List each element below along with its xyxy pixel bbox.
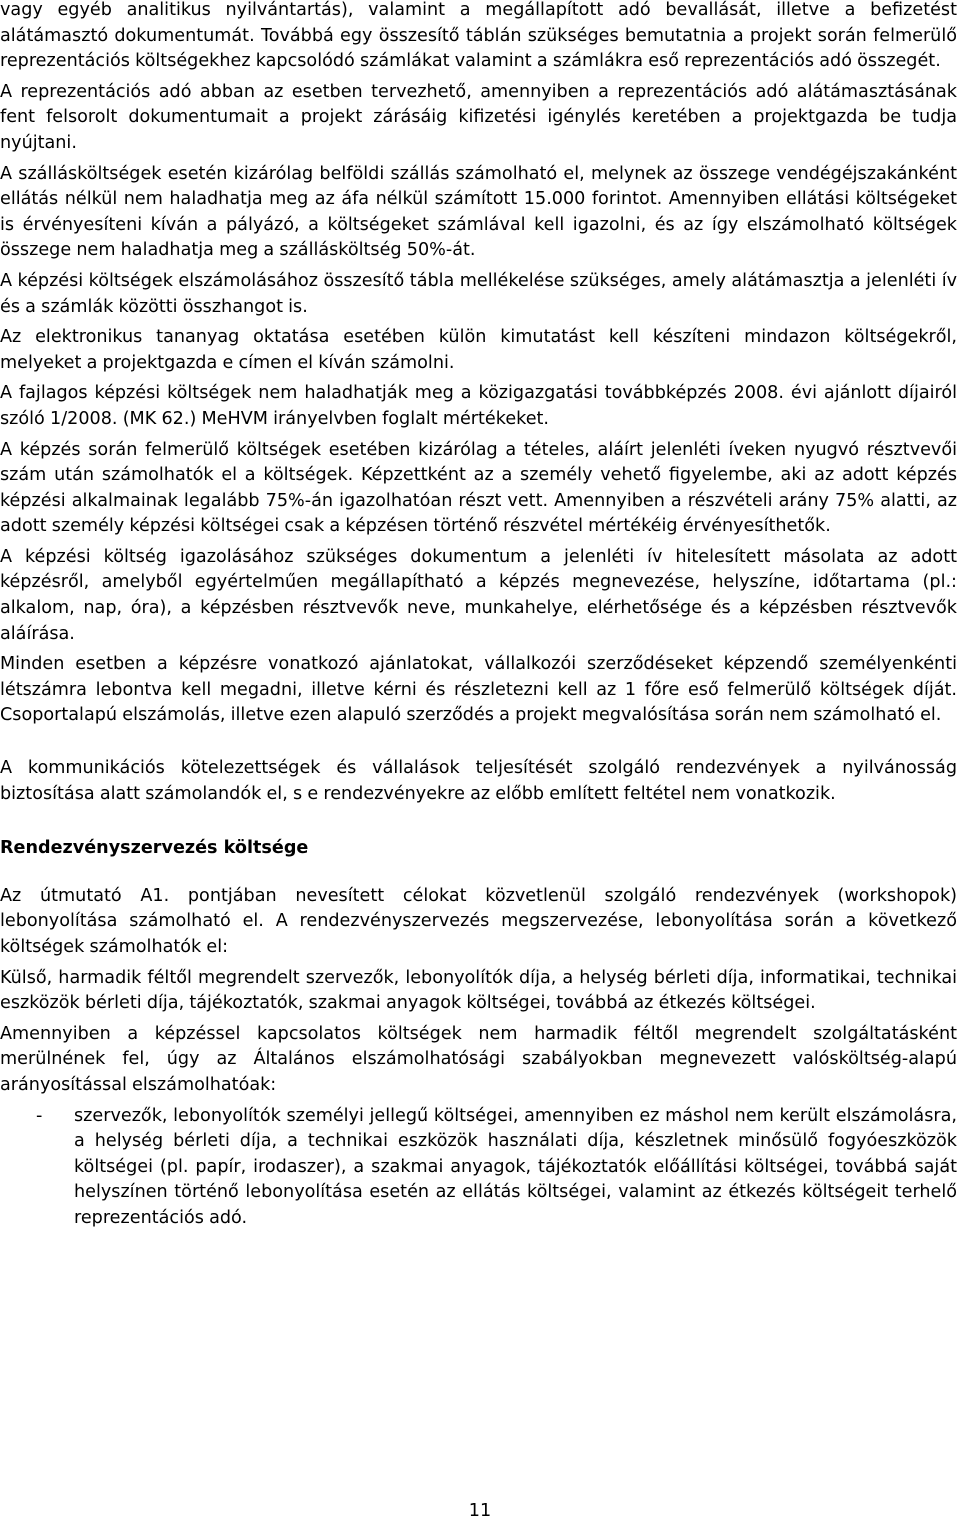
paragraph-external-costs: Külső, harmadik féltől megrendelt szervezők, lebonyolítók díja, a helység bérleti díja, informatikai, technikai eszközök bérleti díja, tájékoztatók, szakmai anyagok költségei, továbbá az étkezés költségei. [0,967,957,1014]
list-item-text: szervezők, lebonyolítók személyi jellegű költségei, amennyiben ez máshol nem került elszámolásra, a helység bérleti díja, a technikai eszközök használati díja, készletnek minősülő fogyóeszközök költségei (pl. papír, irodaszer), a szakmai anyagok, tájékoztatók előállítási költségei, továbbá saját helyszínen történő lebonyolítása esetén az ellátás költségei, valamint az étkezés költségeit terhelő reprezentációs adó. [74,1105,957,1228]
paragraph-training-summary-table: A képzési költségek elszámolásához összesítő tábla mellékelése szükséges, amely alátámasztja a jelenléti ív és a számlák közötti összhangot is. [0,270,957,317]
paragraph-internal-costs: Amennyiben a képzéssel kapcsolatos költségek nem harmadik féltől megrendelt szolgáltatásként merülnének fel, úgy az Általános elszámolhatósági szabályokban megnevezett valósköltség-alapú arányosítással elszámolhatóak: [0,1023,957,1095]
paragraph-accommodation-costs: A szállásköltségek esetén kizárólag belföldi szállás számolható el, melynek az összege vendégéjszakánként ellátás nélkül nem haladhatja meg az áfa nélkül számított 15.000 forintot. Amennyiben ellátási költségeket is érvényesíteni kíván a pályázó, a költségeket számlával kell igazolni, és az így elszámolható költségek összege nem haladhatja meg a szállásköltség 50%-át. [0,163,957,261]
page-number: 11 [468,1501,492,1521]
paragraph-event-scope: Az útmutató A1. pontjában nevesített célokat közvetlenül szolgáló rendezvények (workshopok) lebonyolítása számolható el. A rendezvényszervezés megszervezése, lebonyolítása során a következő költségek számolhatók el: [0,885,957,957]
spacer [0,734,957,756]
paragraph-electronic-curriculum: Az elektronikus tananyag oktatása esetében külön kimutatást kell készíteni mindazon költségekről, melyeket a projektgazda e címen el kíván számolni. [0,327,957,373]
paragraph-training-proof: A képzési költség igazolásához szükséges dokumentum a jelenléti ív hitelesített másolata az adott képzésről, amelyből egyértelműen megállapítható a képzés megnevezése, helyszíne, időtartama (pl.: alkalom, nap, óra), a képzésben résztvevők neve, munkahelye, elérhetősége és a képzésben résztvevők aláírása. [0,546,957,644]
paragraph-analytics-records: vagy egyéb analitikus nyilvántartás), valamint a megállapított adó bevallását, illetve a befizetést alátámasztó dokumentumát. Továbbá egy összesítő táblán szükséges bemutatnia a projekt során felmerülő reprezentációs költségekhez kapcsolódó számlákat valamint a számlákra eső reprezentációs adó összegét. [0,0,957,72]
paragraph-representation-tax: A reprezentációs adó abban az esetben tervezhető, amennyiben a reprezentációs adó alátámasztásának fent felsorolt dokumentumait a projekt zárásáig kifizetési igénylés keretében a projektgazda be tudja nyújtani. [0,81,957,153]
paragraph-attendance-rule: A képzés során felmerülő költségek esetében kizárólag a tételes, aláírt jelenléti íveken nyugvó résztvevői szám után számolhatók el a költségek. Képzettként az a személy vehető figyelembe, aki az adott képzés képzési alkalmainak legalább 75%-án igazolhatóan részt vett. Amennyiben a részvételi arány 75% alatti, az adott személy képzési költségei csak a képzésen történő részvétel mértékéig érvényesíthetők. [0,439,957,537]
list-item [0,1104,957,1232]
cost-list [0,1104,957,1232]
paragraph-unit-training-costs: A fajlagos képzési költségek nem haladhatják meg a közigazgatási továbbképzés 2008. évi ajánlott díjairól szóló 1/2008. (MK 62.) MeHVM irányelvben foglalt mértékeket. [0,383,957,429]
paragraph-communication-events: A kommunikációs kötelezettségek és vállalások teljesítését szolgáló rendezvények a nyilvánosság biztosítása alatt számolandók el, s e rendezvényekre az előbb említett feltétel nem vonatkozik. [0,758,957,804]
spacer [0,812,957,836]
section-heading: Rendezvényszervezés költsége [0,838,309,859]
paragraph-per-person-offers: Minden esetben a képzésre vonatkozó ajánlatokat, vállalkozói szerződéseket képzendő személyenkénti létszámra lebontva kell megadni, illetve kérni és részletezni kell az 1 főre eső felmerülő költségek díját. Csoportalapú elszámolás, illetve ezen alapuló szerződés a projekt megvalósítása során nem számolható el. [0,654,957,726]
list-dash: - [36,1105,43,1126]
